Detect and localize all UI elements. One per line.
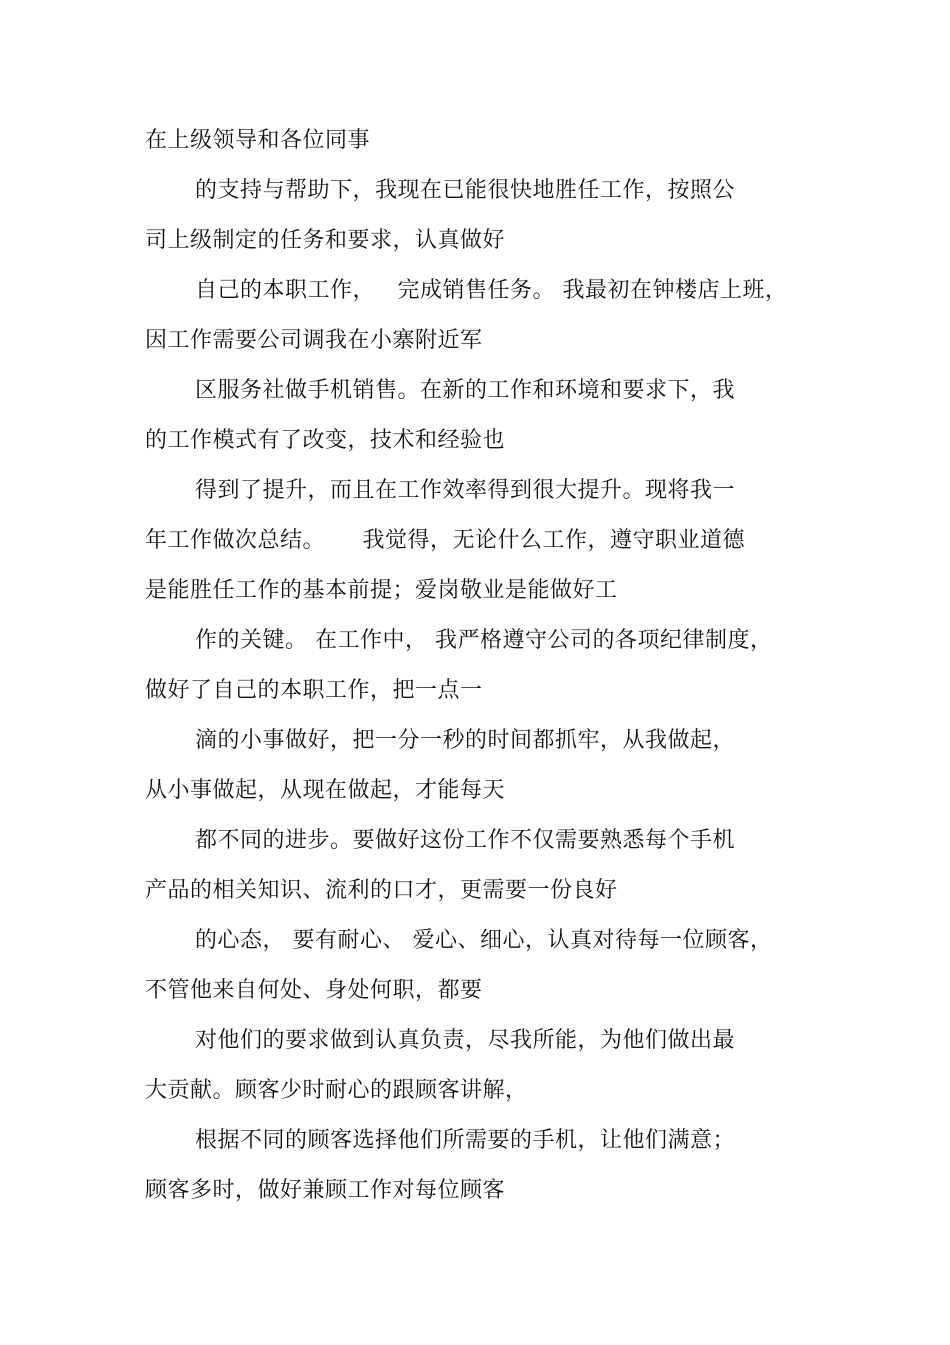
text-line: 大贡献。顾客少时耐心的跟顾客讲解， (145, 1078, 528, 1103)
text-line: 产品的相关知识、流利的口才，更需要一份良好 (145, 878, 618, 903)
text-line: 根据不同的顾客选择他们所需要的手机，让他们满意； (195, 1128, 736, 1153)
text-line: 因工作需要公司调我在小寨附近军 (145, 328, 483, 353)
text-line: 不管他来自何处、身处何职，都要 (145, 978, 483, 1003)
text-line: 区服务社做手机销售。在新的工作和环境和要求下，我 (195, 378, 736, 403)
text-line: 从小事做起，从现在做起，才能每天 (145, 778, 506, 803)
text-line: 顾客多时，做好兼顾工作对每位顾客 (145, 1178, 506, 1203)
text-line: 得到了提升，而且在工作效率得到很大提升。现将我一 (195, 478, 736, 503)
text-line: 自己的本职工作， 完成销售任务。 我最初在钟楼店上班， (195, 278, 788, 303)
text-line: 做好了自己的本职工作，把一点一 (145, 678, 483, 703)
text-line: 司上级制定的任务和要求，认真做好 (145, 228, 506, 253)
text-line: 的支持与帮助下，我现在已能很快地胜任工作，按照公 (195, 178, 736, 203)
text-line: 作的关键。 在工作中， 我严格遵守公司的各项纪律制度， (195, 628, 773, 653)
text-line: 的心态， 要有耐心、 爱心、细心，认真对待每一位顾客， (195, 928, 773, 953)
text-line: 对他们的要求做到认真负责，尽我所能，为他们做出最 (195, 1028, 736, 1053)
text-line: 的工作模式有了改变，技术和经验也 (145, 428, 506, 453)
text-line: 都不同的进步。要做好这份工作不仅需要熟悉每个手机 (195, 828, 736, 853)
text-line: 是能胜任工作的基本前提；爱岗敬业是能做好工 (145, 578, 618, 603)
text-line: 在上级领导和各位同事 (145, 128, 371, 153)
text-line: 滴的小事做好，把一分一秒的时间都抓牢，从我做起， (195, 728, 736, 753)
text-line: 年工作做次总结。 我觉得，无论什么工作，遵守职业道德 (145, 528, 745, 553)
